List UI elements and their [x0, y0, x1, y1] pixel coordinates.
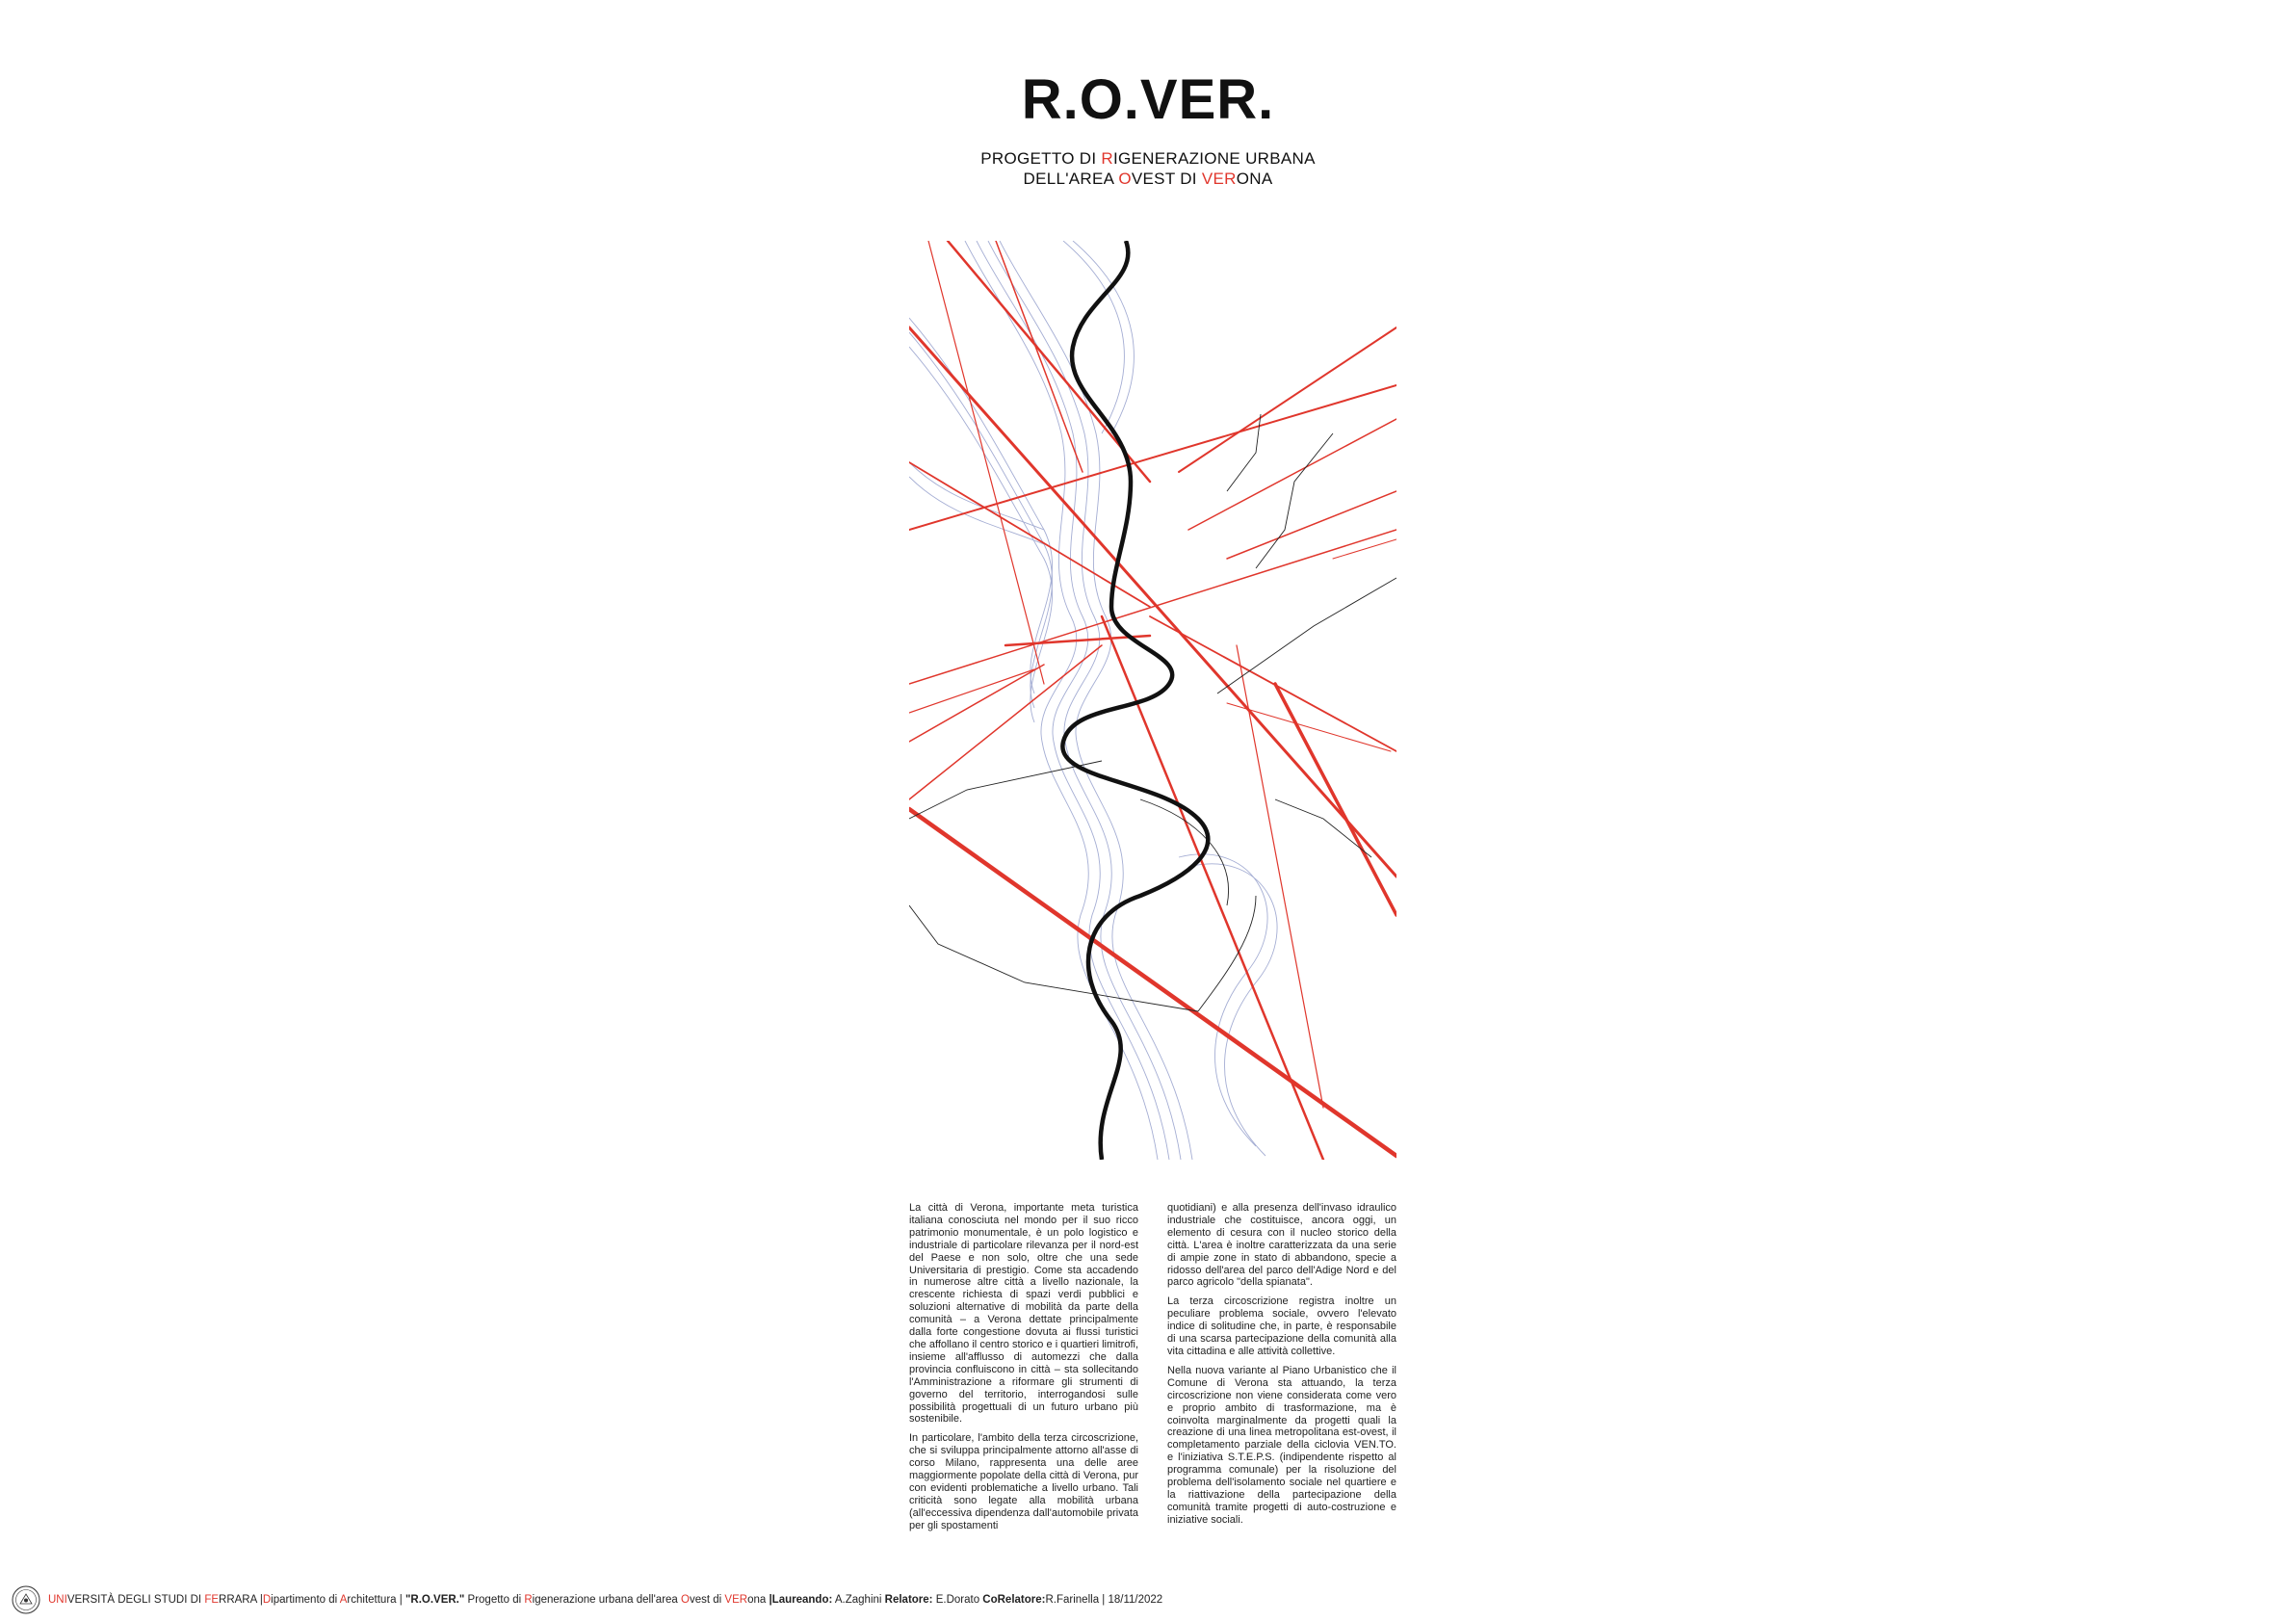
footer-initial: VER	[724, 1594, 748, 1606]
subtitle-initial: O	[1118, 170, 1132, 188]
footer-initial: D	[262, 1594, 272, 1606]
text-column-1	[909, 1202, 1138, 1568]
body-text	[909, 1202, 1396, 1568]
footer-initial: FE	[204, 1594, 220, 1606]
subtitle-initial: R	[1101, 149, 1113, 168]
subtitle-text: IGENERAZIONE URBANA	[1112, 149, 1316, 168]
footer-initial: O	[681, 1594, 690, 1606]
body-paragraph: La terza circoscrizione registra inoltre un peculiare problema sociale, ovvero l'elevato indice di solitudine che, in parte, è responsabile di una scarsa partecipazione della comunità alla vita cittadina e alle attività collettive.	[1167, 1295, 1396, 1357]
footer-text: igenerazione urbana dell'area	[532, 1594, 682, 1606]
secondary-roads	[909, 414, 1396, 1011]
footer-credits	[12, 1585, 2284, 1614]
page-title: R.O.VER.	[1021, 68, 1275, 131]
body-paragraph: quotidiani) e alla presenza dell'invaso idraulico industriale che costituisce, ancora oggi, un elemento di cesura con il nucleo storico della città. L'area è inoltre caratterizzata da una serie di ampie zone in stato di abbandono, specie a ridosso dell'area del parco dell'Adige Nord e del parco agricolo "della spianata".	[1167, 1202, 1396, 1289]
footer-value: E.Dorato	[932, 1594, 983, 1606]
footer-project-title: "R.O.VER."	[404, 1594, 465, 1606]
footer-text: vest di	[689, 1594, 725, 1606]
footer-text: ona	[747, 1594, 770, 1606]
footer-date: | 18/11/2022	[1099, 1594, 1163, 1606]
footer-initial: UNI	[48, 1594, 67, 1606]
map-illustration	[909, 241, 1396, 1160]
subtitle-text: PROGETTO DI	[980, 149, 1102, 168]
footer-text: ipartimento di	[271, 1594, 340, 1606]
footer-label: |Laureando:	[769, 1594, 833, 1606]
subtitle-text: DELL'AREA	[1023, 170, 1119, 188]
footer-label: CoRelatore:	[982, 1594, 1046, 1606]
footer-label: Relatore:	[884, 1594, 933, 1606]
road-network	[909, 241, 1396, 1160]
body-paragraph: In particolare, l'ambito della terza circoscrizione, che si sviluppa principalmente attorno all'asse di corso Milano, rappresenta una delle aree maggiormente popolate della città di Verona, pur con evidenti problematiche a livello urbano. Tali criticità sono legate alla mobilità urbana (all'eccessiva dipendenza dall'automobile privata per gli spostamenti	[909, 1432, 1138, 1531]
text-column-2	[1167, 1202, 1396, 1568]
footer-text: Progetto di	[464, 1594, 525, 1606]
subtitle-text: ONA	[1236, 170, 1273, 188]
footer-university: RRARA	[219, 1594, 257, 1606]
subtitle-line-2	[0, 169, 2296, 189]
page-subtitle	[0, 148, 2296, 189]
footer-text: rchitettura |	[347, 1594, 405, 1606]
footer-value: A.Zaghini	[832, 1594, 885, 1606]
subtitle-line-1	[0, 148, 2296, 169]
footer-university: VERSITÀ DEGLI STUDI DI	[66, 1594, 205, 1606]
body-paragraph: La città di Verona, importante meta turistica italiana conosciuta nel mondo per il suo ricco patrimonio monumentale, è un polo logistico e industriale di particolare rilevanza per il nord-est del Paese e non solo, oltre che una sede Universitaria di prestigio. Come sta accadendo in numerose altre città a livello nazionale, la crescente richiesta di spazi verdi pubblici e soluzioni alternative di mobilità da parte della comunità – a Verona dettate principalmente dalla forte congestione dovuta ai flussi turistici che affollano il centro storico e i quartieri limitrofi, insieme all'afflusso di automezzi che dalla provincia confluiscono in città – sta sollecitando l'Amministrazione a riformare gli strumenti di governo del territorio, interrogandosi sulle possibilità progettuali di un futuro urbano più sostenibile.	[909, 1202, 1138, 1426]
subtitle-text: VEST DI	[1131, 170, 1202, 188]
body-paragraph: Nella nuova variante al Piano Urbanistico che il Comune di Verona sta attuando, la terza circoscrizione non viene considerata come vero e proprio ambito di trasformazione, ma è coinvolta marginalmente da progetti quali la creazione di una linea metropolitana est-ovest, il completamento parziale della ciclovia VEN.TO. e l'iniziativa S.T.E.P.S. (indipendente rispetto al programma comunale) per la risoluzione del problema dell'isolamento sociale nel quartiere e la riattivazione della partecipazione della comunità tramite progetti di auto-costruzione e iniziative sociali.	[1167, 1364, 1396, 1526]
subtitle-initial: VER	[1201, 170, 1237, 188]
footer-value: R.Farinella	[1045, 1594, 1100, 1606]
footer-text: |	[256, 1594, 263, 1606]
footer-initial: A	[339, 1594, 348, 1606]
footer-initial: R	[524, 1594, 533, 1606]
footer-line	[48, 1594, 1162, 1606]
university-seal-icon	[12, 1585, 40, 1614]
